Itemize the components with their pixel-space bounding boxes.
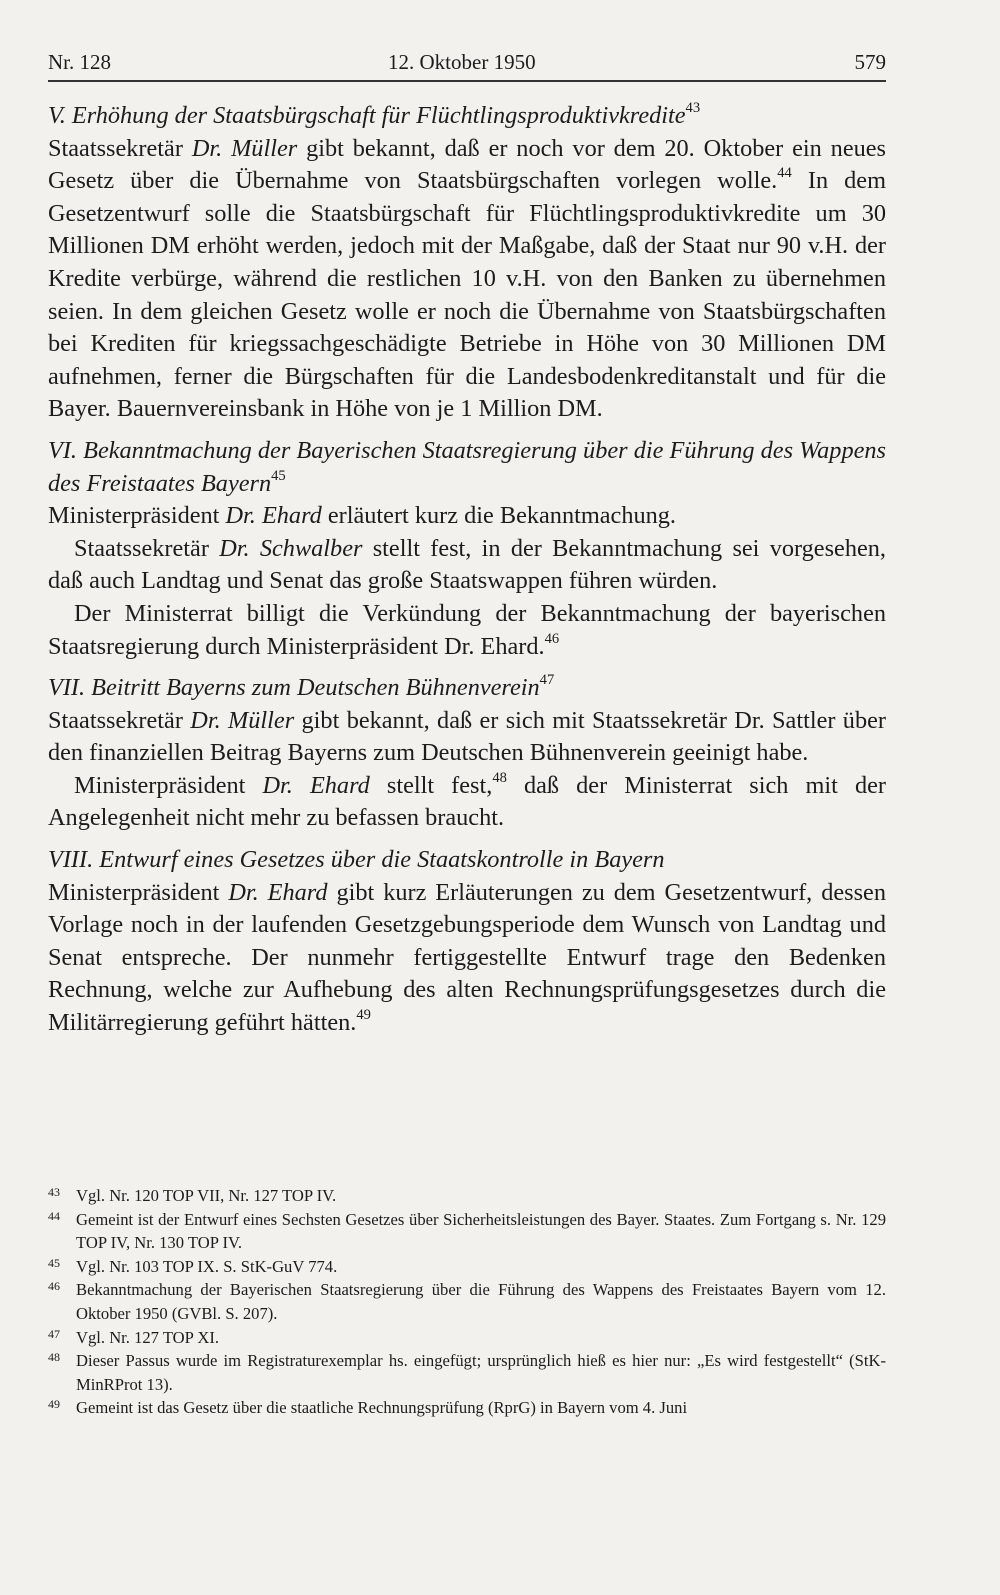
section-heading: VIII. Entwurf eines Gesetzes über die Staatskontrolle in Bayern: [48, 846, 665, 874]
section-heading: VII. Beitritt Bayerns zum Deutschen Bühnenverein$^{47}$: [48, 672, 555, 702]
footnote-text: Vgl. Nr. 103 TOP IX. S. StK-GuV 774.: [76, 1256, 338, 1276]
footnote-number: 43: [48, 1185, 60, 1199]
paragraph: Staatssekretär Dr. Müller gibt bekannt, daß er noch vor dem 20. Oktober ein neues Gesetz über die Übernahme von Staatsbürgschaften vorlegen wolle.$^{44}$ In dem Gesetzentwurf solle die Staatsbürgschaft für Flüchtlingsproduktivkredite um 30 Millionen DM erhöht werden, jedoch mit der Maßgabe, daß der Staat nur 90 v.H. der Kredite verbürge, während die restlichen 10 v.H. von den Banken zu übernehmen seien. In dem gleichen Gesetz wolle er noch die Übernahme von Staatsbürgschaften bei Krediten für kriegssachgeschädigte Betriebe in Höhe von 30 Millionen DM aufnehmen, ferner die Bürgschaften für die Landesbodenkreditanstalt und für die Bayer. Bauernvereinsbank in Höhe von je 1 Million DM.: [48, 134, 886, 423]
footnote: [48, 1349, 886, 1396]
footnote-number: 45: [48, 1255, 60, 1270]
footnote-text: Vgl. Nr. 127 TOP XI.: [76, 1327, 220, 1347]
section-vi: [48, 435, 886, 663]
footnote-ref[interactable]: 49: [356, 1007, 371, 1024]
footnote-ref[interactable]: 46: [544, 630, 560, 647]
footnote: [48, 1326, 886, 1350]
section-viii: [48, 844, 886, 1040]
paragraph: Der Ministerrat billigt die Verkündung der Bekanntmachung der bayerischen Staatsregierung durch Ministerpräsident Dr. Ehard.$^{46}$: [48, 599, 886, 660]
footnote-number: 48: [48, 1350, 60, 1365]
section-heading: VI. Bekanntmachung der Bayerischen Staatsregierung über die Führung des Wappens des Freistaates Bayern$^{45}$: [48, 436, 886, 497]
footnote-ref[interactable]: 44: [777, 165, 792, 182]
footnote-number: 47: [48, 1326, 60, 1341]
footnote-text: Vgl. Nr. 120 TOP VII, Nr. 127 TOP IV.: [76, 1186, 337, 1205]
section-heading: V. Erhöhung der Staatsbürgschaft für Flüchtlingsproduktivkredite$^{43}$: [48, 100, 701, 129]
footnote-text: Dieser Passus wurde im Registraturexemplar hs. eingefügt; ursprünglich hieß es hier nur: „Es wird festgestellt“ (StK-MinRProt 13).: [76, 1351, 886, 1394]
paragraph: Staatssekretär Dr. Schwalber stellt fest, in der Bekanntmachung sei vorgesehen, daß auch Landtag und Senat das große Staatswappen führen würden.: [48, 534, 886, 595]
speaker-name: Dr. Müller: [191, 134, 298, 162]
speaker-name: Dr. Müller: [190, 706, 295, 734]
protocol-number: Nr. 128: [48, 50, 111, 74]
footnote-ref[interactable]: 47: [539, 672, 555, 689]
footnote-text: Bekanntmachung der Bayerischen Staatsregierung über die Führung des Wappens des Freistaates Bayern vom 12. Oktober 1950 (GVBl. S. 207).: [76, 1280, 886, 1323]
footnote-ref[interactable]: 43: [685, 100, 701, 117]
paragraph: Ministerpräsident Dr. Ehard erläutert kurz die Bekanntmachung.: [48, 502, 676, 530]
paragraph: Staatssekretär Dr. Müller gibt bekannt, daß er sich mit Staatssekretär Dr. Sattler über den finanziellen Beitrag Bayerns zum Deutschen Bühnenverein geeinigt habe.: [48, 706, 886, 767]
section-v: [48, 100, 886, 426]
footnote: [48, 1184, 886, 1208]
footnote-number: 44: [48, 1208, 60, 1223]
footnotes: [48, 1184, 886, 1420]
speaker-name: Dr. Schwalber: [219, 534, 363, 562]
footnote: [48, 1396, 886, 1420]
footnote-ref[interactable]: 48: [492, 769, 507, 786]
footnote-ref[interactable]: 45: [271, 467, 286, 484]
footnote: [48, 1278, 886, 1325]
speaker-name: Dr. Ehard: [225, 502, 322, 530]
paragraph: Ministerpräsident Dr. Ehard gibt kurz Erläuterungen zu dem Gesetzentwurf, dessen Vorlage noch in der laufenden Gesetzgebungsperiode dem Wunsch von Landtag und Senat entspreche. Der nunmehr fertiggestellte Entwurf trage den Bedenken Rechnung, welche zur Aufhebung des alten Rechnungsprüfungsgesetzes durch die Militärregierung geführt hätten.$^{49}$: [48, 878, 886, 1037]
section-vii: [48, 672, 886, 835]
footnote: [48, 1208, 886, 1255]
footnote-text: Gemeint ist das Gesetz über die staatliche Rechnungsprüfung (RprG) in Bayern vom 4. Juni: [76, 1398, 688, 1418]
protocol-date: 12. Oktober 1950: [388, 50, 536, 74]
footnote-number: 49: [48, 1397, 60, 1412]
paragraph: Ministerpräsident Dr. Ehard stellt fest,$^{48}$ daß der Ministerrat sich mit der Angelegenheit nicht mehr zu befassen braucht.: [48, 769, 886, 832]
footnote-number: 46: [48, 1279, 60, 1294]
speaker-name: Dr. Ehard: [228, 878, 328, 906]
main-text: [48, 100, 886, 1049]
footnote-text: Gemeint ist der Entwurf eines Sechsten Gesetzes über Sicherheitsleistungen des Bayer. Staates. Zum Fortgang s. Nr. 129 TOP IV, Nr. 130 TOP IV.: [76, 1209, 886, 1253]
page-number: 579: [854, 50, 886, 74]
running-header: [48, 44, 886, 82]
footnote: [48, 1255, 886, 1279]
speaker-name: Dr. Ehard: [262, 771, 370, 799]
